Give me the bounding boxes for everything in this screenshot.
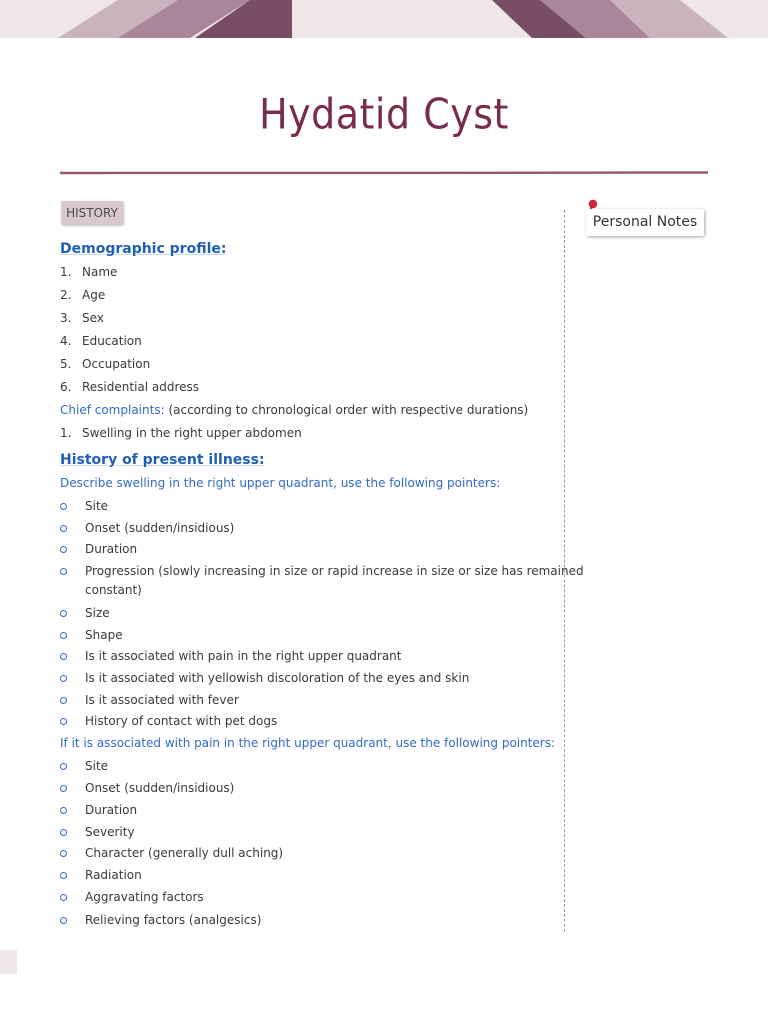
list-item: Severity [85, 825, 135, 839]
list-number: 3. [60, 311, 72, 325]
swelling-intro: Describe swelling in the right upper quadrant, use the following pointers: [60, 476, 501, 490]
list-item: Radiation [85, 868, 142, 882]
personal-notes-label: Personal Notes [586, 209, 704, 236]
banner-decoration [0, 0, 768, 38]
bullet-icon [60, 807, 67, 814]
bullet-icon [60, 872, 67, 879]
demographic-heading: Demographic profile: [60, 241, 227, 257]
bullet-icon [60, 917, 67, 924]
bullet-icon [60, 829, 67, 836]
list-item: Occupation [82, 357, 151, 371]
list-number: 2. [60, 288, 72, 302]
list-number: 6. [60, 380, 72, 394]
section-tag-history: HISTORY [61, 201, 123, 225]
present-illness-heading: History of present illness: [60, 452, 265, 468]
list-item: Age [82, 288, 106, 302]
pain-intro: If it is associated with pain in the right upper quadrant, use the following pointers: [60, 736, 556, 750]
chief-complaints-line [60, 403, 528, 417]
list-item: Progression (slowly increasing in size or rapid increase in size or size has remained [85, 564, 584, 578]
page-corner-marker [0, 950, 17, 974]
bullet-icon [60, 503, 67, 510]
list-item: Onset (sudden/insidious) [85, 781, 235, 795]
list-item: Aggravating factors [85, 890, 204, 904]
list-item-continuation: constant) [85, 583, 142, 597]
list-item: Sex [82, 311, 104, 325]
page-title: Hydatid Cyst [259, 89, 509, 139]
list-item: Is it associated with fever [85, 693, 239, 707]
list-item: Site [85, 759, 109, 773]
list-item: History of contact with pet dogs [85, 714, 278, 728]
list-item: Site [85, 499, 109, 513]
bullet-icon [60, 568, 67, 575]
list-item: Name [82, 265, 118, 279]
list-number: 1. [60, 265, 72, 279]
list-item: Character (generally dull aching) [85, 846, 284, 860]
bullet-icon [60, 546, 67, 553]
bullet-icon [60, 785, 67, 792]
chief-complaints-label: Chief complaints: [60, 403, 165, 417]
bullet-icon [60, 675, 67, 682]
list-item: Is it associated with pain in the right upper quadrant [85, 649, 402, 663]
bullet-icon [60, 610, 67, 617]
bullet-icon [60, 653, 67, 660]
title-underline [60, 171, 708, 175]
list-item: Duration [85, 803, 138, 817]
list-item: Size [85, 606, 110, 620]
list-item: Relieving factors (analgesics) [85, 913, 262, 927]
list-item: Swelling in the right upper abdomen [82, 426, 302, 440]
bullet-icon [60, 894, 67, 901]
chief-complaints-note: (according to chronological order with respective durations) [168, 403, 529, 417]
bullet-icon [60, 718, 67, 725]
list-number: 1. [60, 426, 72, 440]
list-number: 4. [60, 334, 72, 348]
bullet-icon [60, 525, 67, 532]
list-item: Is it associated with yellowish discoloration of the eyes and skin [85, 671, 470, 685]
bullet-icon [60, 763, 67, 770]
list-item: Education [82, 334, 142, 348]
bullet-icon [60, 632, 67, 639]
list-number: 5. [60, 357, 72, 371]
list-item: Duration [85, 542, 138, 556]
list-item: Residential address [82, 380, 200, 394]
bullet-icon [60, 850, 67, 857]
bullet-icon [60, 697, 67, 704]
list-item: Shape [85, 628, 123, 642]
top-banner [0, 0, 768, 38]
list-item: Onset (sudden/insidious) [85, 521, 235, 535]
